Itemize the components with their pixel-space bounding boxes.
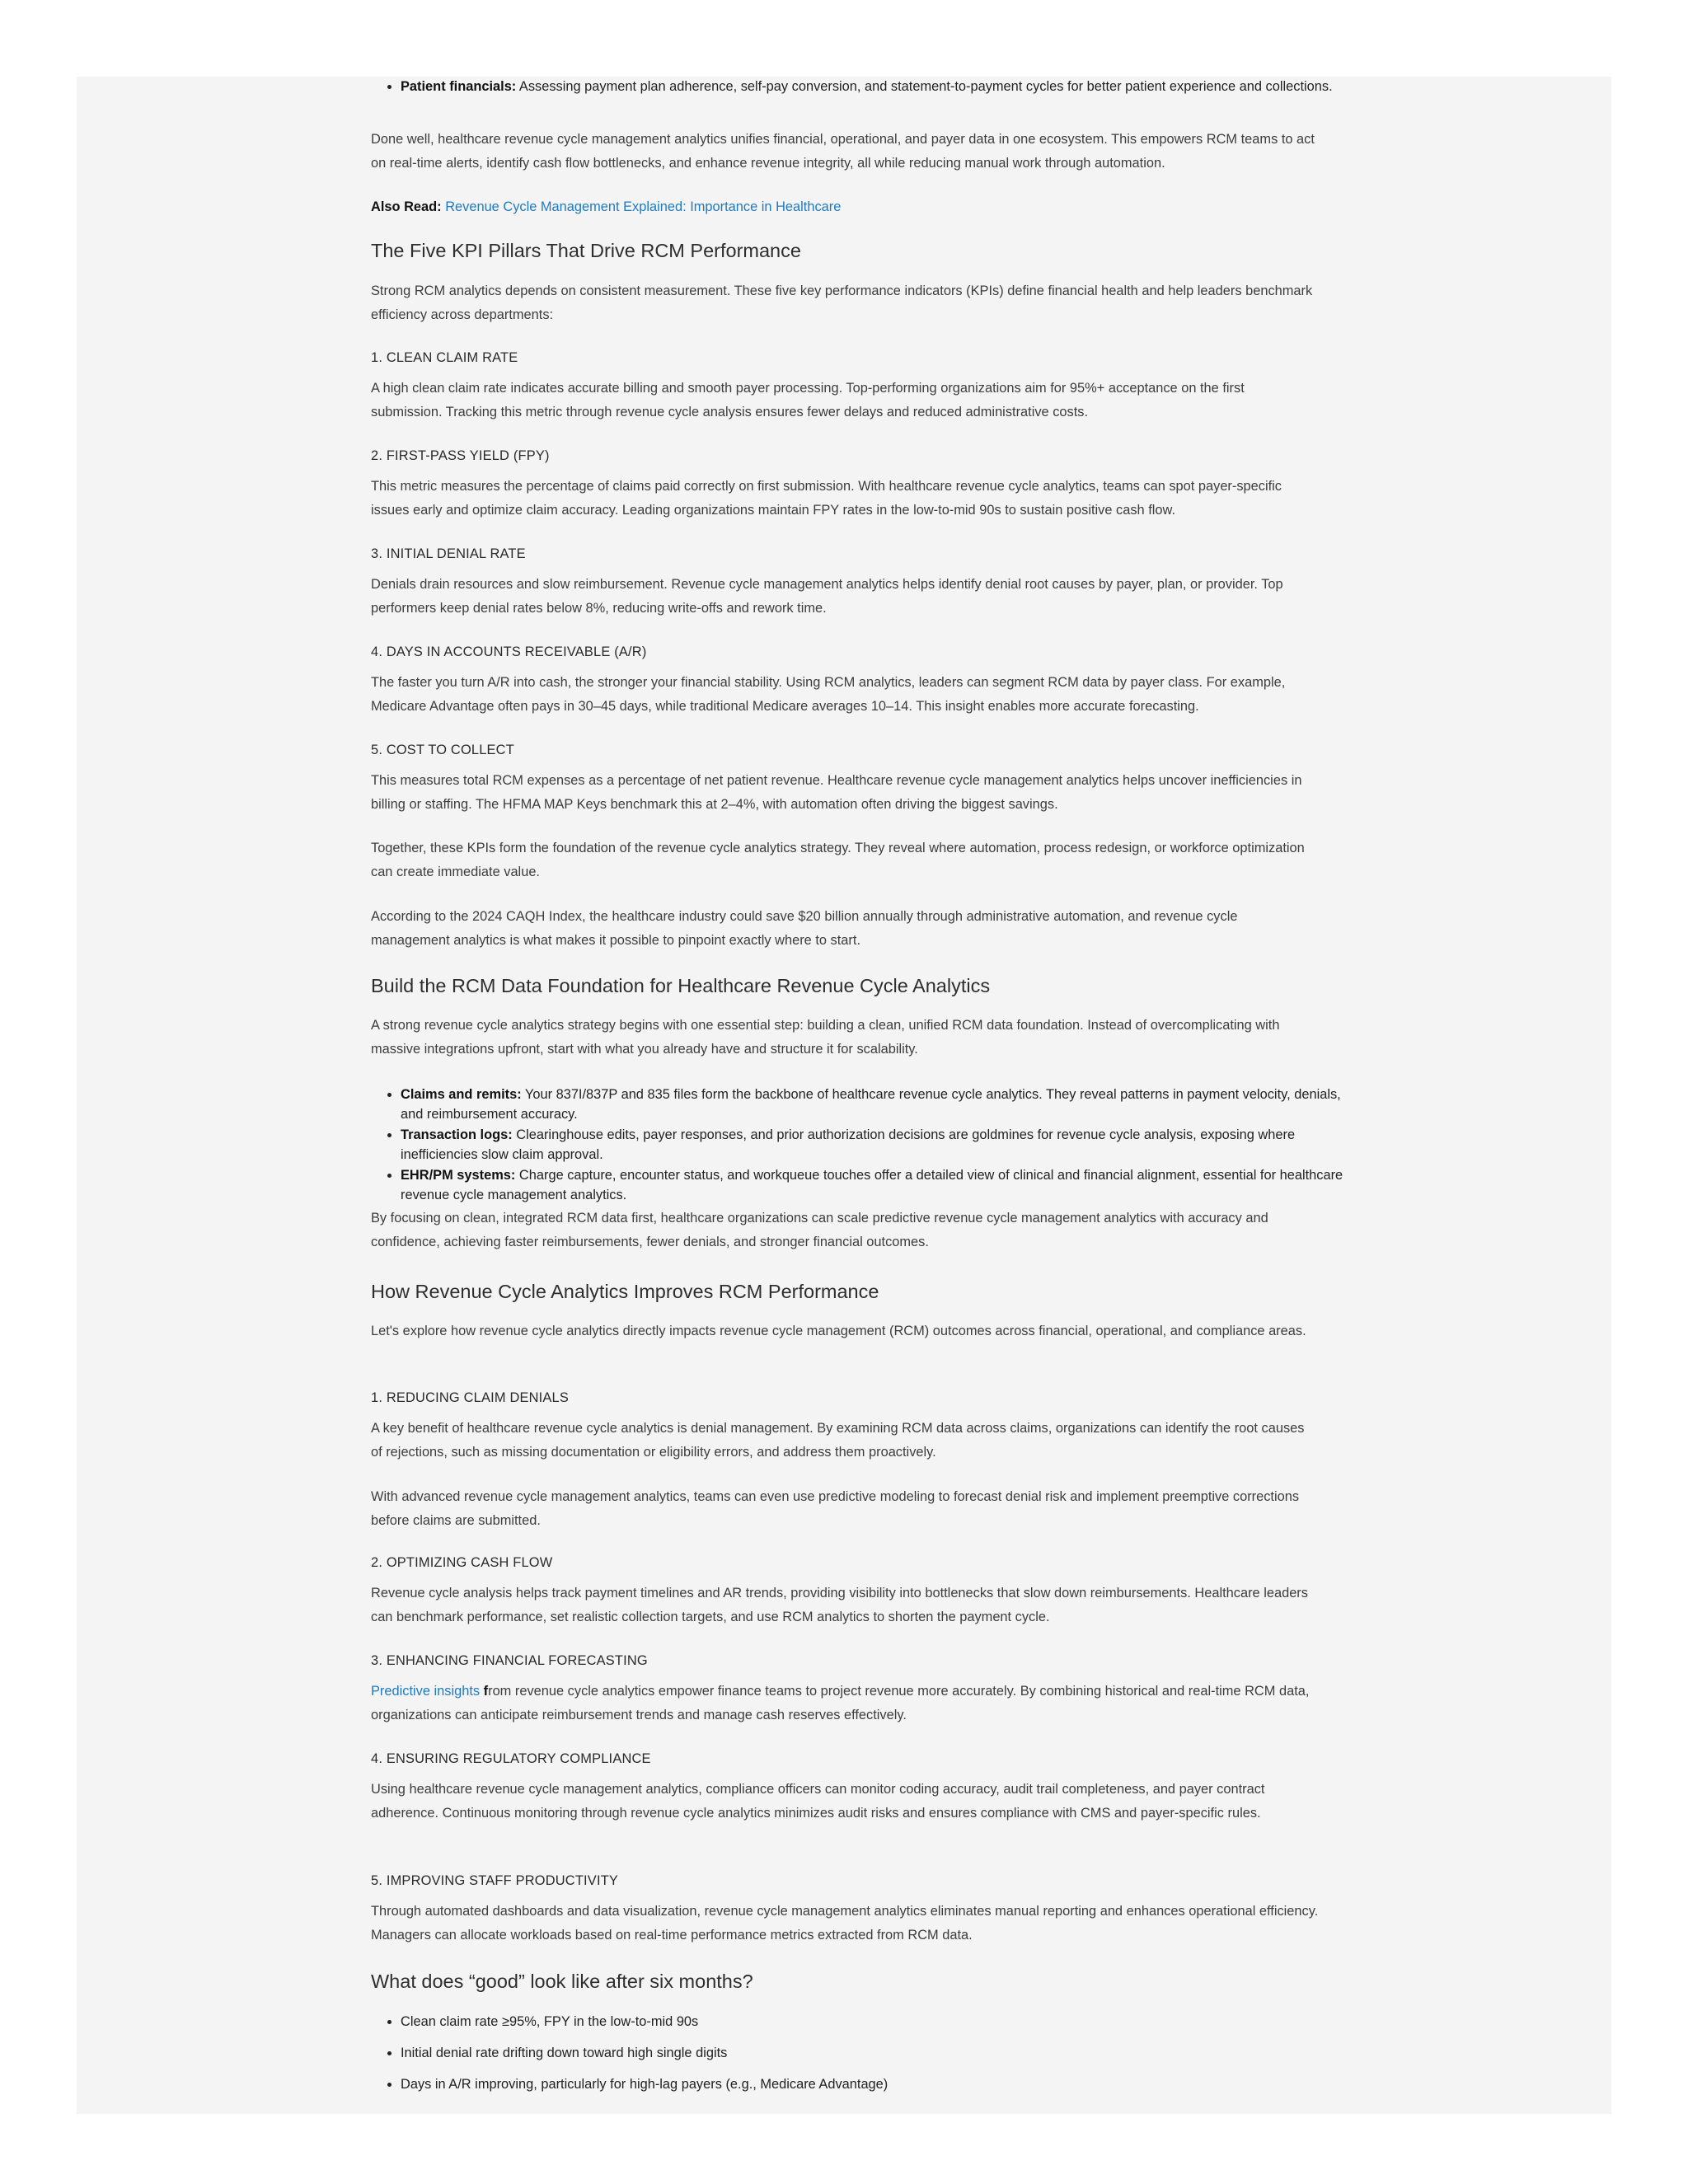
kpi-intro: Strong RCM analytics depends on consistent measurement. These five key performance indicators (KPIs) define financial health and help leaders benchmark efficiency across departments: (371, 284, 1313, 322)
article-page (77, 77, 1611, 2114)
improves-5-text: Through automated dashboards and data visualization, revenue cycle management analytics eliminates manual reporting and enhances operational efficiency. Managers can allocate workloads based on real-time performance metrics extracted from RCM data. (371, 1904, 1319, 1943)
good-heading: What does “good” look like after six months? (371, 1971, 753, 1992)
kpi-heading: The Five KPI Pillars That Drive RCM Performance (371, 240, 801, 261)
bullet-text: Your 837I/837P and 835 files form the backbone of healthcare revenue cycle analytics. They reveal patterns in payment velocity, denials, and reimbursement accuracy. (401, 1087, 1341, 1122)
improves-1-text-b: With advanced revenue cycle management analytics, teams can even use predictive modeling to forecast denial risk and implement preemptive corrections before claims are submitted. (371, 1489, 1300, 1528)
improves-1-title: 1. REDUCING CLAIM DENIALS (371, 1390, 569, 1405)
improves-2-text: Revenue cycle analysis helps track payment timelines and AR trends, providing visibility into bottlenecks that slow down reimbursements. Healthcare leaders can benchmark performance, set realistic collection targets, and use RCM analytics to shorten the payment cycle. (371, 1586, 1308, 1624)
improves-intro: Let's explore how revenue cycle analytics directly impacts revenue cycle management (RCM) outcomes across financial, operational, and compliance areas. (371, 1324, 1306, 1338)
foundation-bullet-list (371, 1085, 1348, 1205)
also-read-label: Also Read: (371, 199, 442, 214)
bullet-label: Claims and remits: (401, 1087, 522, 1102)
bullet-text: Charge capture, encounter status, and workqueue touches offer a detailed view of clinical and financial alignment, essential for healthcare revenue cycle management analytics. (401, 1167, 1343, 1203)
kpi-5-text: This measures total RCM expenses as a percentage of net patient revenue. Healthcare revenue cycle management analytics helps uncover inefficiencies in billing or staffing. The HFMA MAP Keys benchmark this at 2–4%, with automation often driving the biggest savings. (371, 773, 1302, 812)
kpi-3-title: 3. INITIAL DENIAL RATE (371, 546, 526, 561)
foundation-intro: A strong revenue cycle analytics strategy begins with one essential step: building a clean, unified RCM data foundation. Instead of overcomplicating with massive integrations upfront, start with what you already have and structure it for scalability. (371, 1018, 1280, 1057)
also-read-link[interactable]: Revenue Cycle Management Explained: Importance in Healthcare (445, 199, 842, 214)
improves-2-title: 2. OPTIMIZING CASH FLOW (371, 1555, 553, 1570)
list-item: • Clean claim rate ≥95%, FPY in the low-to-mid 90s (401, 2012, 1348, 2032)
improves-4-title: 4. ENSURING REGULATORY COMPLIANCE (371, 1751, 651, 1766)
kpi-5-title: 5. COST TO COLLECT (371, 743, 514, 757)
list-item (401, 1085, 1348, 1125)
improves-3-text (371, 1680, 1319, 1727)
improves-5-title: 5. IMPROVING STAFF PRODUCTIVITY (371, 1873, 619, 1888)
improves-4-text: Using healthcare revenue cycle management analytics, compliance officers can monitor coding accuracy, audit trail completeness, and payer contract adherence. Continuous monitoring through revenue cycle analytics minimizes audit risks and ensures compliance with CMS and payer-specific rules. (371, 1782, 1265, 1821)
bullet-label: EHR/PM systems: (401, 1167, 516, 1183)
list-item (401, 77, 1348, 96)
improves-3-rest: rom revenue cycle analytics empower finance teams to project revenue more accurately. By combining historical and real-time RCM data, organizations can anticipate reimbursement trends and manage cash reserves effectively. (371, 1684, 1310, 1722)
foundation-outro: By focusing on clean, integrated RCM data first, healthcare organizations can scale predictive revenue cycle management analytics with accuracy and confidence, achieving faster reimbursements, fewer denials, and stronger financial outcomes. (371, 1211, 1268, 1249)
kpi-outro-1: Together, these KPIs form the foundation of the revenue cycle analytics strategy. They reveal where automation, process redesign, or workforce optimization can create immediate value. (371, 841, 1305, 879)
bullet-text: Assessing payment plan adherence, self-pay conversion, and statement-to-payment cycles for better patient experience and collections. (516, 79, 1333, 94)
good-bullet-list (371, 2012, 1348, 2106)
kpi-4-text: The faster you turn A/R into cash, the stronger your financial stability. Using RCM analytics, leaders can segment RCM data by payer class. For example, Medicare Advantage often pays in 30–45 days, while traditional Medicare averages 10–14. This insight enables more accurate forecasting. (371, 675, 1286, 714)
list-item (401, 1125, 1348, 1165)
intro-paragraph: Done well, healthcare revenue cycle management analytics unifies financial, operational, and payer data in one ecosystem. This empowers RCM teams to act on real-time alerts, identify cash flow bottlenecks, and enhance revenue integrity, all while reducing manual work through automation. (371, 132, 1315, 171)
kpi-outro-2: According to the 2024 CAQH Index, the healthcare industry could save $20 billion annually through administrative automation, and revenue cycle management analytics is what makes it possible to pinpoint exactly where to start. (371, 909, 1238, 948)
intro-bullet-list (371, 77, 1348, 96)
also-read (371, 195, 1319, 219)
improves-3-title: 3. ENHANCING FINANCIAL FORECASTING (371, 1653, 648, 1668)
predictive-insights-link[interactable]: Predictive insights (371, 1684, 481, 1699)
kpi-3-text: Denials drain resources and slow reimbursement. Revenue cycle management analytics helps identify denial root causes by payer, plan, or provider. Top performers keep denial rates below 8%, reducing write-offs and rework time. (371, 577, 1283, 616)
foundation-heading: Build the RCM Data Foundation for Healthcare Revenue Cycle Analytics (371, 975, 991, 996)
kpi-1-text: A high clean claim rate indicates accurate billing and smooth payer processing. Top-performing organizations aim for 95%+ acceptance on the first submission. Tracking this metric through revenue cycle analysis ensures fewer delays and reduced administrative costs. (371, 381, 1245, 419)
bullet-text: Clearinghouse edits, payer responses, and prior authorization decisions are goldmines for revenue cycle analysis, exposing where inefficiencies slow claim approval. (401, 1127, 1296, 1163)
improves-1-text-a: A key benefit of healthcare revenue cycle analytics is denial management. By examining RCM data across claims, organizations can identify the root causes of rejections, such as missing documentation or eligibility errors, and address them proactively. (371, 1421, 1305, 1460)
kpi-2-text: This metric measures the percentage of claims paid correctly on first submission. With healthcare revenue cycle analytics, teams can spot payer-specific issues early and optimize claim accuracy. Leading organizations maintain FPY rates in the low-to-mid 90s to sustain positive cash flow. (371, 479, 1282, 518)
bold-f: f (480, 1684, 489, 1699)
improves-heading: How Revenue Cycle Analytics Improves RCM Performance (371, 1281, 879, 1302)
list-item: • Initial denial rate drifting down toward high single digits (401, 2043, 1348, 2063)
list-item (401, 1165, 1348, 1206)
bullet-label: Patient financials: (401, 79, 517, 94)
list-item: • Days in A/R improving, particularly for high-lag payers (e.g., Medicare Advantage) (401, 2074, 1348, 2094)
kpi-1-title: 1. CLEAN CLAIM RATE (371, 350, 518, 365)
kpi-4-title: 4. DAYS IN ACCOUNTS RECEIVABLE (A/R) (371, 644, 647, 659)
kpi-2-title: 2. FIRST-PASS YIELD (FPY) (371, 448, 550, 463)
bullet-label: Transaction logs: (401, 1127, 513, 1142)
